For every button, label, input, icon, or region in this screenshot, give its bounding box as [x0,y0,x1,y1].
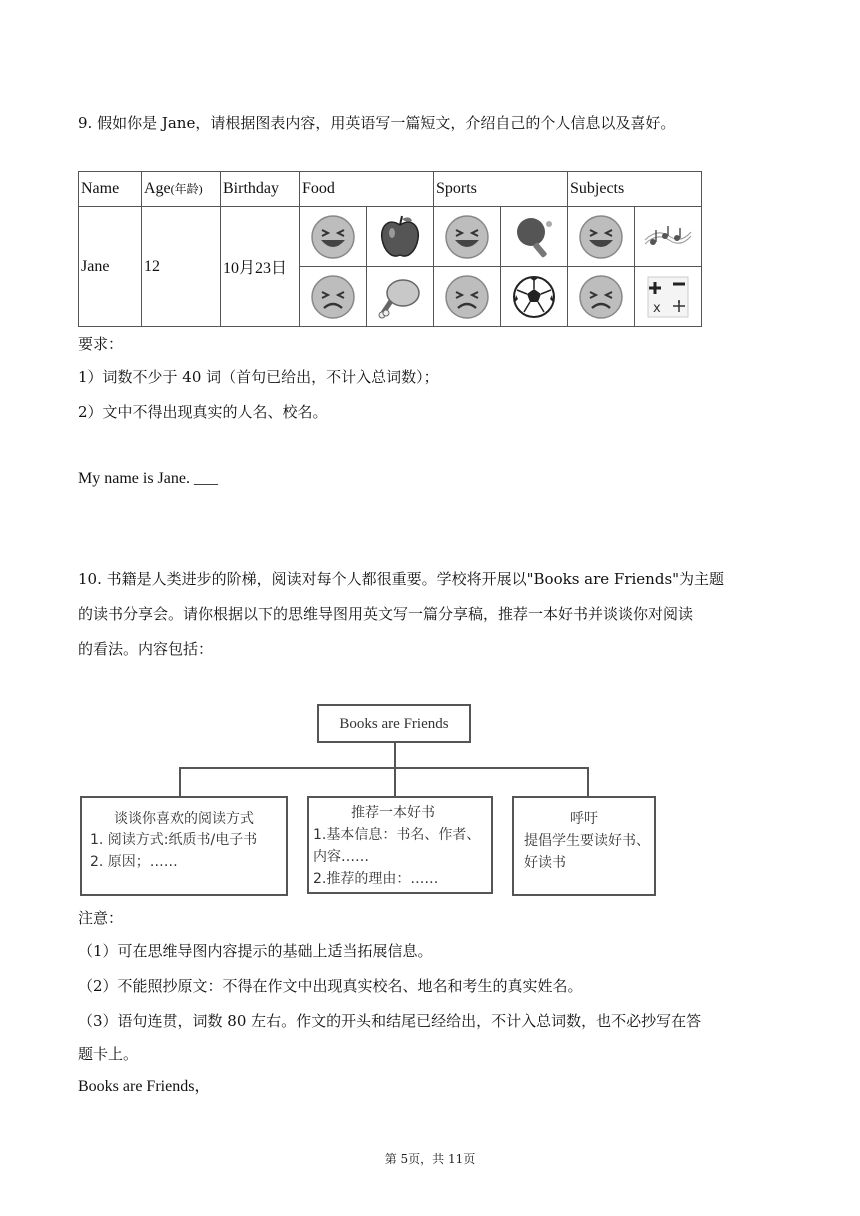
mindmap-left-item-2: 2. 原因；…… [90,854,178,870]
mindmap-middle-title: 推荐一本好书 [351,805,435,821]
ping-pong-paddle-icon [501,207,568,267]
header-food: Food [300,172,434,207]
connector-left [179,767,181,797]
happy-face-icon [434,207,501,267]
cell-birthday: 10月23日 [221,207,300,327]
header-subjects: Subjects [568,172,702,207]
mindmap-right-item-1: 提倡学生要读好书、 [524,833,650,849]
q10-note-3: （3）语句连贯，词数 80 左右。作文的开头和结尾已经给出，不计入总词数，也不必抄写在答 [78,1012,702,1030]
soccer-ball-icon [501,267,568,327]
connector-middle [394,767,396,797]
q9-starter: My name is Jane. ___ [78,470,218,487]
connector-right [587,767,589,797]
header-birthday: Birthday [221,172,300,207]
mindmap-right-box [512,796,656,896]
page-footer: 第 5页，共 11页 [384,1152,476,1166]
mindmap-middle-box [307,796,493,894]
connector-root-down [394,743,396,768]
q10-notes-title: 注意： [78,909,124,927]
q10-note-1: （1）可在思维导图内容提示的基础上适当拓展信息。 [78,942,433,960]
mindmap-right-title: 呼吁 [570,811,598,827]
mindmap-root-label: Books are Friends [339,716,449,732]
q10-prompt-line-1: 10. 书籍是人类进步的阶梯，阅读对每个人都很重要。学校将开展以"Books are Friends"为主题 [78,570,725,588]
music-notes-icon [635,207,702,267]
apple-icon [367,207,434,267]
happy-face-icon [300,207,367,267]
q9-requirement-2: 2）文中不得出现真实的人名、校名。 [78,403,328,421]
svg-text:x: x [653,300,661,316]
q10-note-2: （2）不能照抄原文：不得在作文中出现真实校名、地名和考生的真实姓名。 [78,977,583,995]
happy-face-icon [568,207,635,267]
mindmap-left-box [80,796,288,896]
info-table [78,171,702,327]
cell-name: Jane [79,207,142,327]
header-name: Name [79,172,142,207]
cell-age: 12 [142,207,221,327]
mindmap-middle-item-2: 2.推荐的理由：…… [313,871,439,887]
chicken-leg-icon [367,267,434,327]
mindmap-middle-item-1: 1.基本信息：书名、作者、 [313,827,481,843]
header-sports: Sports [434,172,568,207]
mindmap-left-title: 谈谈你喜欢的阅读方式 [114,811,254,827]
mindmap-left-item-1: 1. 阅读方式:纸质书/电子书 [90,832,258,848]
sad-face-icon [434,267,501,327]
sad-face-icon [300,267,367,327]
mindmap-right-item-2: 好读书 [524,855,566,871]
q9-prompt: 9. 假如你是 Jane，请根据图表内容，用英语写一篇短文，介绍自己的个人信息以及喜好。 [78,114,676,132]
connector-horizontal [179,767,589,769]
mindmap-root-box [317,704,471,743]
math-symbols-icon [635,267,702,327]
mindmap-middle-item-1b: 内容…… [313,849,369,865]
q9-requirements-title: 要求： [78,335,124,353]
q10-starter: Books are Friends， [78,1078,211,1095]
sad-face-icon [568,267,635,327]
q10-prompt-line-3: 的看法。内容包括： [78,640,214,658]
header-age: Age(年龄) [142,172,221,207]
q10-prompt-line-2: 的读书分享会。请你根据以下的思维导图用英文写一篇分享稿，推荐一本好书并谈谈你对阅读 [78,605,694,623]
q9-requirement-1: 1）词数不少于 40 词（首句已给出，不计入总词数）； [78,368,439,386]
q10-note-3-cont: 题卡上。 [78,1045,139,1063]
